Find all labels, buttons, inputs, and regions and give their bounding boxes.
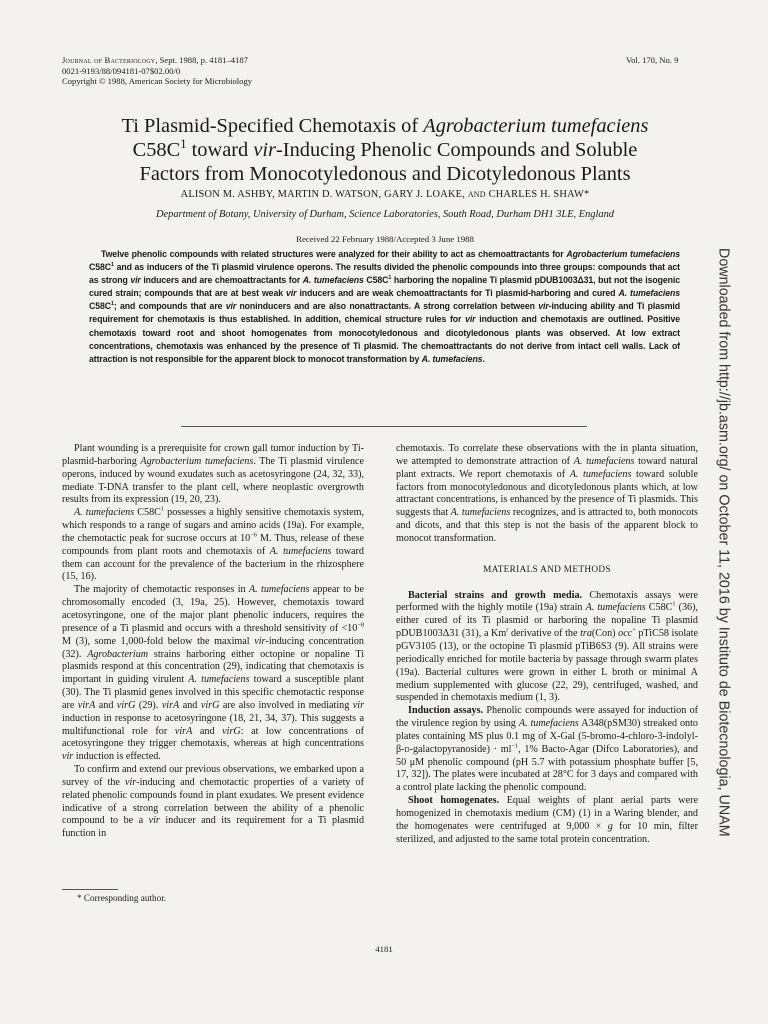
abstract-text: inducers and are chemoattractants for (140, 275, 303, 286)
title-text: C58C (132, 139, 181, 161)
title-gene: vir (253, 139, 277, 161)
body-text: Plant wounding is a prerequisite for crown gall tumor induction by Ti-plasmid-harboring (62, 443, 364, 467)
body-paragraph (396, 443, 698, 546)
body-italic: virA (174, 725, 193, 737)
body-italic: occ (618, 628, 633, 640)
body-italic: A. tumefaciens (269, 545, 332, 557)
author-list (62, 189, 708, 200)
body-paragraph (62, 443, 364, 507)
left-column (62, 443, 364, 841)
abstract-text: and as inducers of the Ti plasmid virulence operons. The results divided the phenolic compounds into three groups: compounds that act as strong (89, 262, 680, 286)
body-italic: Agrobacterium tumefaciens (140, 455, 254, 467)
body-paragraph (396, 705, 698, 795)
abstract-divider (181, 426, 587, 427)
body-italic: virG (222, 725, 241, 737)
journal-volume: Vol. 170, No. 9 (626, 55, 679, 65)
body-italic: vir (125, 776, 137, 788)
download-watermark: Downloaded from http://jb.asm.org/ on October 11, 2016 by Instituto de Biotecnologia, UNAM (715, 248, 732, 837)
body-superscript: r (506, 626, 509, 634)
abstract-text: Twelve phenolic compounds with related structures were analyzed for their ability to act as chemoattractants for (101, 249, 567, 259)
abstract-italic: A. tumefaciens (302, 275, 364, 286)
journal-header (62, 55, 252, 87)
abstract-text: . (482, 353, 485, 364)
body-superscript: + (632, 626, 636, 634)
body-paragraph (62, 584, 364, 764)
body-text: derivative of the (508, 628, 581, 640)
body-text: Equal weights of plant aerial parts were homogenized in chemotaxis medium (CM) (1) in a Waring blender, and the homogenates were centrifuged at 9,000 × (396, 795, 698, 832)
body-text: toward them can account for the prevalence of the bacterium in the rhizosphere (15, 16). (62, 545, 364, 583)
body-text: are also involved in mediating (219, 699, 353, 711)
run-in-heading: Induction assays. (408, 705, 484, 717)
abstract-italic: Agrobacterium tumefaciens (566, 249, 680, 259)
body-text: C58C (134, 507, 161, 519)
body-text: toward soluble factors from monocotyledonous and dicotyledonous plants which, at low attractant concentrations, is enhanced by the presence of Ti plasmids. This suggests that (396, 468, 698, 519)
body-text: toward a susceptible plant (30). The Ti plasmid genes involved in this specific chemotactic response are (62, 674, 364, 711)
body-text: pTiC58 isolate pGV3105 (13), or the octopine Ti plasmid pTiB6S3 (9). All strains were periodically enriched for motile bacteria by passage through swarm plates (19a). Bacterial cultures were grown in either L broth or minimal A medium supplemented with glucose (22, 29), centrifuged, washed, and suspended in chemotaxis medium (1, 3). (396, 628, 698, 704)
body-text: and (179, 699, 201, 711)
body-text: and (95, 699, 117, 711)
body-text: To confirm and extend our previous observations, we embarked upon a survey of the (62, 764, 364, 788)
abstract-italic: vir (130, 275, 141, 286)
body-text: chemotaxis. To correlate these observations with the in planta situation, we attempted to demonstrate attraction of (396, 443, 698, 467)
title-text: Ti Plasmid-Specified Chemotaxis of (121, 115, 424, 137)
body-text: (29). (135, 699, 162, 711)
body-superscript: −8 (357, 621, 364, 629)
body-text: : at low concentrations of acetosyringone they trigger chemotaxis, whereas at high concentrations (62, 725, 364, 750)
journal-name: Journal of Bacteriology (62, 55, 156, 65)
title-text: -Inducing Phenolic Compounds and Soluble (276, 139, 638, 161)
abstract-text: induction and chemotaxis are outlined. Positive chemotaxis toward root and shoot homogenates from monocotyledonous and dicotyledonous plants was observed. At low extract concentrations, chemotaxis was enhanced by the presence of Ti plasmid. The chemoattractants do not derive from intact cell walls. Lack of attraction is not responsible for the apparent block to monocot transformation by (89, 314, 680, 364)
body-italic: virG (200, 699, 220, 711)
body-smallcaps: d (404, 743, 410, 755)
body-italic: Agrobacterium (87, 648, 149, 660)
abstract-text: C58C (363, 275, 389, 286)
body-text: induction in response to acetosyringone (18, 21, 34, 37). This suggests a multifunctional role for (62, 712, 364, 737)
body-italic: A. tumefaciens (450, 507, 511, 519)
authors-text: ALISON M. ASHBY, MARTIN D. WATSON, GARY J. LOAKE, (180, 189, 465, 200)
body-text: for 10 min, filter sterilized, and adjusted to the same total protein concentration. (396, 820, 698, 845)
right-column (396, 443, 698, 846)
body-italic: g (607, 820, 613, 832)
title-superscript: 1 (180, 137, 187, 152)
body-text: appear to be chromosomally encoded (3, 19a, 25). However, chemotaxis toward acetosyringone, one of the major plant phenolic inducers, requires the presence of a Ti plasmid and occurs with a threshold sensitivity of <10 (62, 584, 364, 634)
title-text: toward (186, 139, 254, 161)
body-text: (Con) (591, 628, 619, 640)
abstract-text: inducers and are weak chemoattractants for Ti plasmid-harboring and cured (296, 288, 619, 299)
footnote-divider (62, 889, 118, 890)
body-superscript: −1 (511, 742, 519, 750)
body-italic: A. tumefaciens (248, 584, 310, 596)
abstract-text: ; and compounds that are (113, 301, 226, 312)
body-paragraph (62, 507, 364, 584)
body-italic: A. tumefaciens (518, 718, 579, 730)
abstract-italic: vir (286, 288, 297, 299)
body-text: Phenolic compounds were assayed for induction of the virulence region by using (396, 705, 698, 730)
body-superscript: 1 (672, 601, 676, 609)
abstract-italic: vir (538, 301, 549, 312)
body-italic: A. tumefaciens (585, 602, 646, 614)
page-number: 4181 (375, 944, 393, 954)
authors-last: CHARLES H. SHAW* (488, 189, 590, 200)
body-italic: vir (62, 751, 74, 763)
body-text: Chemotaxis assays were performed with the highly motile (19a) strain (396, 589, 698, 614)
body-text: toward natural plant extracts. We report chemotaxis of (396, 455, 698, 480)
body-italic: vir (352, 699, 365, 711)
body-text: -galactopyranoside) · ml (409, 743, 512, 755)
body-text: A348(pSM30) streaked onto plates containing MS plus 0.1 mg of X-Gal (5-bromo-4-chloro-3-indolyl-β- (396, 718, 698, 755)
abstract-text: -inducing ability and Ti plasmid requirement for chemotaxis is thus established. In addition, chemical structure rules for (89, 301, 680, 325)
abstract-text: C58C (89, 262, 111, 273)
body-text: recognizes, and is attracted to, both monocots and dicots, and that this step is not the basis of the apparent block to monocot transformation. (396, 507, 699, 544)
body-text: possesses a highly sensitive chemotaxis system, which responds to a range of sugars and amino acids (19a). For example, the chemotactic peak for sucrose occurs at 10 (62, 507, 364, 544)
body-text: M. Thus, release of these compounds from plant roots and chemotaxis of (62, 532, 364, 557)
run-in-heading: Shoot homogenates. (408, 795, 500, 807)
body-text: and (192, 725, 223, 737)
body-paragraph (396, 795, 698, 846)
journal-citation: , Sept. 1988, p. 4181–4187 (155, 55, 248, 65)
title-text: Factors from Monocotyledonous and Dicotyledonous Plants (139, 163, 631, 185)
authors-and: AND (467, 190, 486, 199)
abstract (89, 248, 680, 366)
body-text: . The Ti plasmid virulence operons, induced by wound exudates such as acetosyringone (24, 32, 33), mediate T-DNA transfer to the plant cell, where neoplastic overgrowth results from its expression (19, 20, 23). (62, 455, 365, 506)
body-italic: tra (580, 628, 592, 640)
body-text: C58C (645, 602, 673, 614)
abstract-text: harboring the nopaline Ti plasmid pDUB1003Δ31, but not the isogenic cured strain; compounds that are at best weak (89, 275, 680, 299)
section-heading: MATERIALS AND METHODS (483, 564, 611, 575)
body-text: The majority of chemotactic responses in (74, 584, 249, 596)
body-superscript: 1 (160, 505, 165, 513)
body-paragraph (396, 590, 698, 706)
abstract-text: noninducers and are also nonattractants. A strong correlation between (236, 301, 539, 312)
body-text: -inducing concentration (32). (62, 635, 364, 660)
affiliation: Department of Botany, University of Durham, Science Laboratories, South Road, Durham DH1 3LE, England (156, 209, 614, 220)
abstract-superscript: 1 (388, 275, 392, 282)
abstract-italic: A. tumefaciens (618, 288, 680, 299)
body-italic: vir (254, 635, 266, 647)
run-in-heading: Bacterial strains and growth media. (408, 589, 583, 601)
journal-issn: 0021-9193/88/094181-07$02.00/0 (62, 65, 181, 76)
body-italic: virA (161, 699, 180, 711)
body-italic: virG (116, 699, 136, 711)
title-species: Agrobacterium tumefaciens (423, 115, 649, 137)
abstract-italic: vir (225, 301, 237, 312)
body-text: (36), either cured of its Ti plasmid or harboring the nopaline Ti plasmid pDUB1003Δ31 (31), a Km (396, 602, 699, 640)
journal-copyright: Copyright © 1988, American Society for Microbiology (62, 76, 253, 86)
article-title (62, 114, 708, 186)
body-text: M (3), some 1,000-fold below the maximal (62, 635, 255, 647)
body-italic: A. tumefaciens (573, 455, 635, 467)
body-text: -inducing and chemotactic properties of a variety of related phenolic compounds found in plant exudates. We present evidence indicative of a strong correlation between the ability of a phenolic compound to be a (62, 776, 364, 827)
received-date: Received 22 February 1988/Accepted 3 June 1988 (296, 234, 474, 244)
body-italic: A. tumefaciens (188, 674, 250, 686)
body-superscript: −6 (250, 531, 257, 539)
body-text: induction is effected. (73, 751, 161, 763)
body-italic: vir (148, 815, 160, 827)
body-italic: A. tumefaciens (569, 468, 632, 480)
body-italic: virA (77, 699, 96, 711)
body-text: strains harboring either octopine or nopaline Ti plasmids respond at this concentration (29), indicating that chemotaxis is important in guiding virulent (62, 648, 365, 686)
abstract-superscript: 1 (110, 301, 114, 308)
abstract-superscript: 1 (110, 262, 114, 269)
body-paragraph (62, 764, 364, 841)
abstract-italic: vir (465, 314, 476, 325)
body-text: , 1% Bacto-Agar (Difco Laboratories), and 50 μM phenolic compound (pH 5.7 with potassium phosphate buffer [5, 17, 32]). The plates were incubated at 28°C for 3 days and compared with a control plate lacking the phenolic compound. (396, 743, 698, 794)
body-text: inducer and its requirement for a Ti plasmid function in (62, 815, 365, 840)
abstract-text: C58C (89, 301, 111, 312)
footnote: * Corresponding author. (77, 893, 167, 903)
abstract-italic: A. tumefaciens (421, 353, 483, 364)
body-italic: A. tumefaciens (74, 507, 135, 519)
